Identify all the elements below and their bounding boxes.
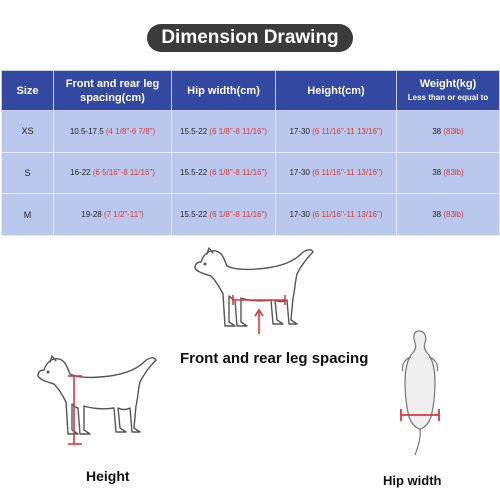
dog-top-hip-width-illustration [385,325,455,465]
table-row [2,111,500,153]
cell-weight: 38 (83lb) [397,152,500,194]
cell-leg: 19-28 (7 1/2"-11") [54,194,172,236]
cell-height: 17-30 (6 11/16"-11 13/16") [276,152,397,194]
dog-side-height-illustration [28,348,168,458]
header-height: Height(cm) [276,71,397,111]
cell-size: S [2,152,54,194]
page-title: Dimension Drawing [147,24,352,52]
header-weight-sub: Less than or equal to [407,92,489,102]
cell-weight: 38 (83lb) [397,194,500,236]
header-hip-width: Hip width(cm) [172,71,276,111]
cell-hip: 15.5-22 (6 1/8"-8 11/16") [172,152,276,194]
cell-height: 17-30 (6 11/16"-11 13/16") [276,111,397,153]
cell-leg: 16-22 (6 5/16"-8 11/16") [54,152,172,194]
header-size: Size [2,71,54,111]
cell-height: 17-30 (6 11/16"-11 13/16") [276,194,397,236]
cell-size: XS [2,111,54,153]
cell-hip: 15.5-22 (6 1/8"-8 11/16") [172,194,276,236]
cell-size: M [2,194,54,236]
table-row [2,194,500,236]
dimension-table [1,70,500,236]
table-header-row [2,71,500,111]
dog-side-leg-spacing-illustration [185,240,325,350]
cell-weight: 38 (83lb) [397,111,500,153]
header-leg-spacing: Front and rear leg spacing(cm) [54,71,172,111]
cell-leg: 10.5-17.5 (4 1/8"-6 7/8") [54,111,172,153]
table-row [2,152,500,194]
caption-leg-spacing: Front and rear leg spacing [180,350,369,367]
title-wrap [0,24,500,52]
caption-hip-width: Hip width [383,473,442,488]
caption-height: Height [86,468,130,484]
cell-hip: 15.5-22 (6 1/8"-8 11/16") [172,111,276,153]
header-weight: Weight(kg) Less than or equal to [397,71,500,111]
